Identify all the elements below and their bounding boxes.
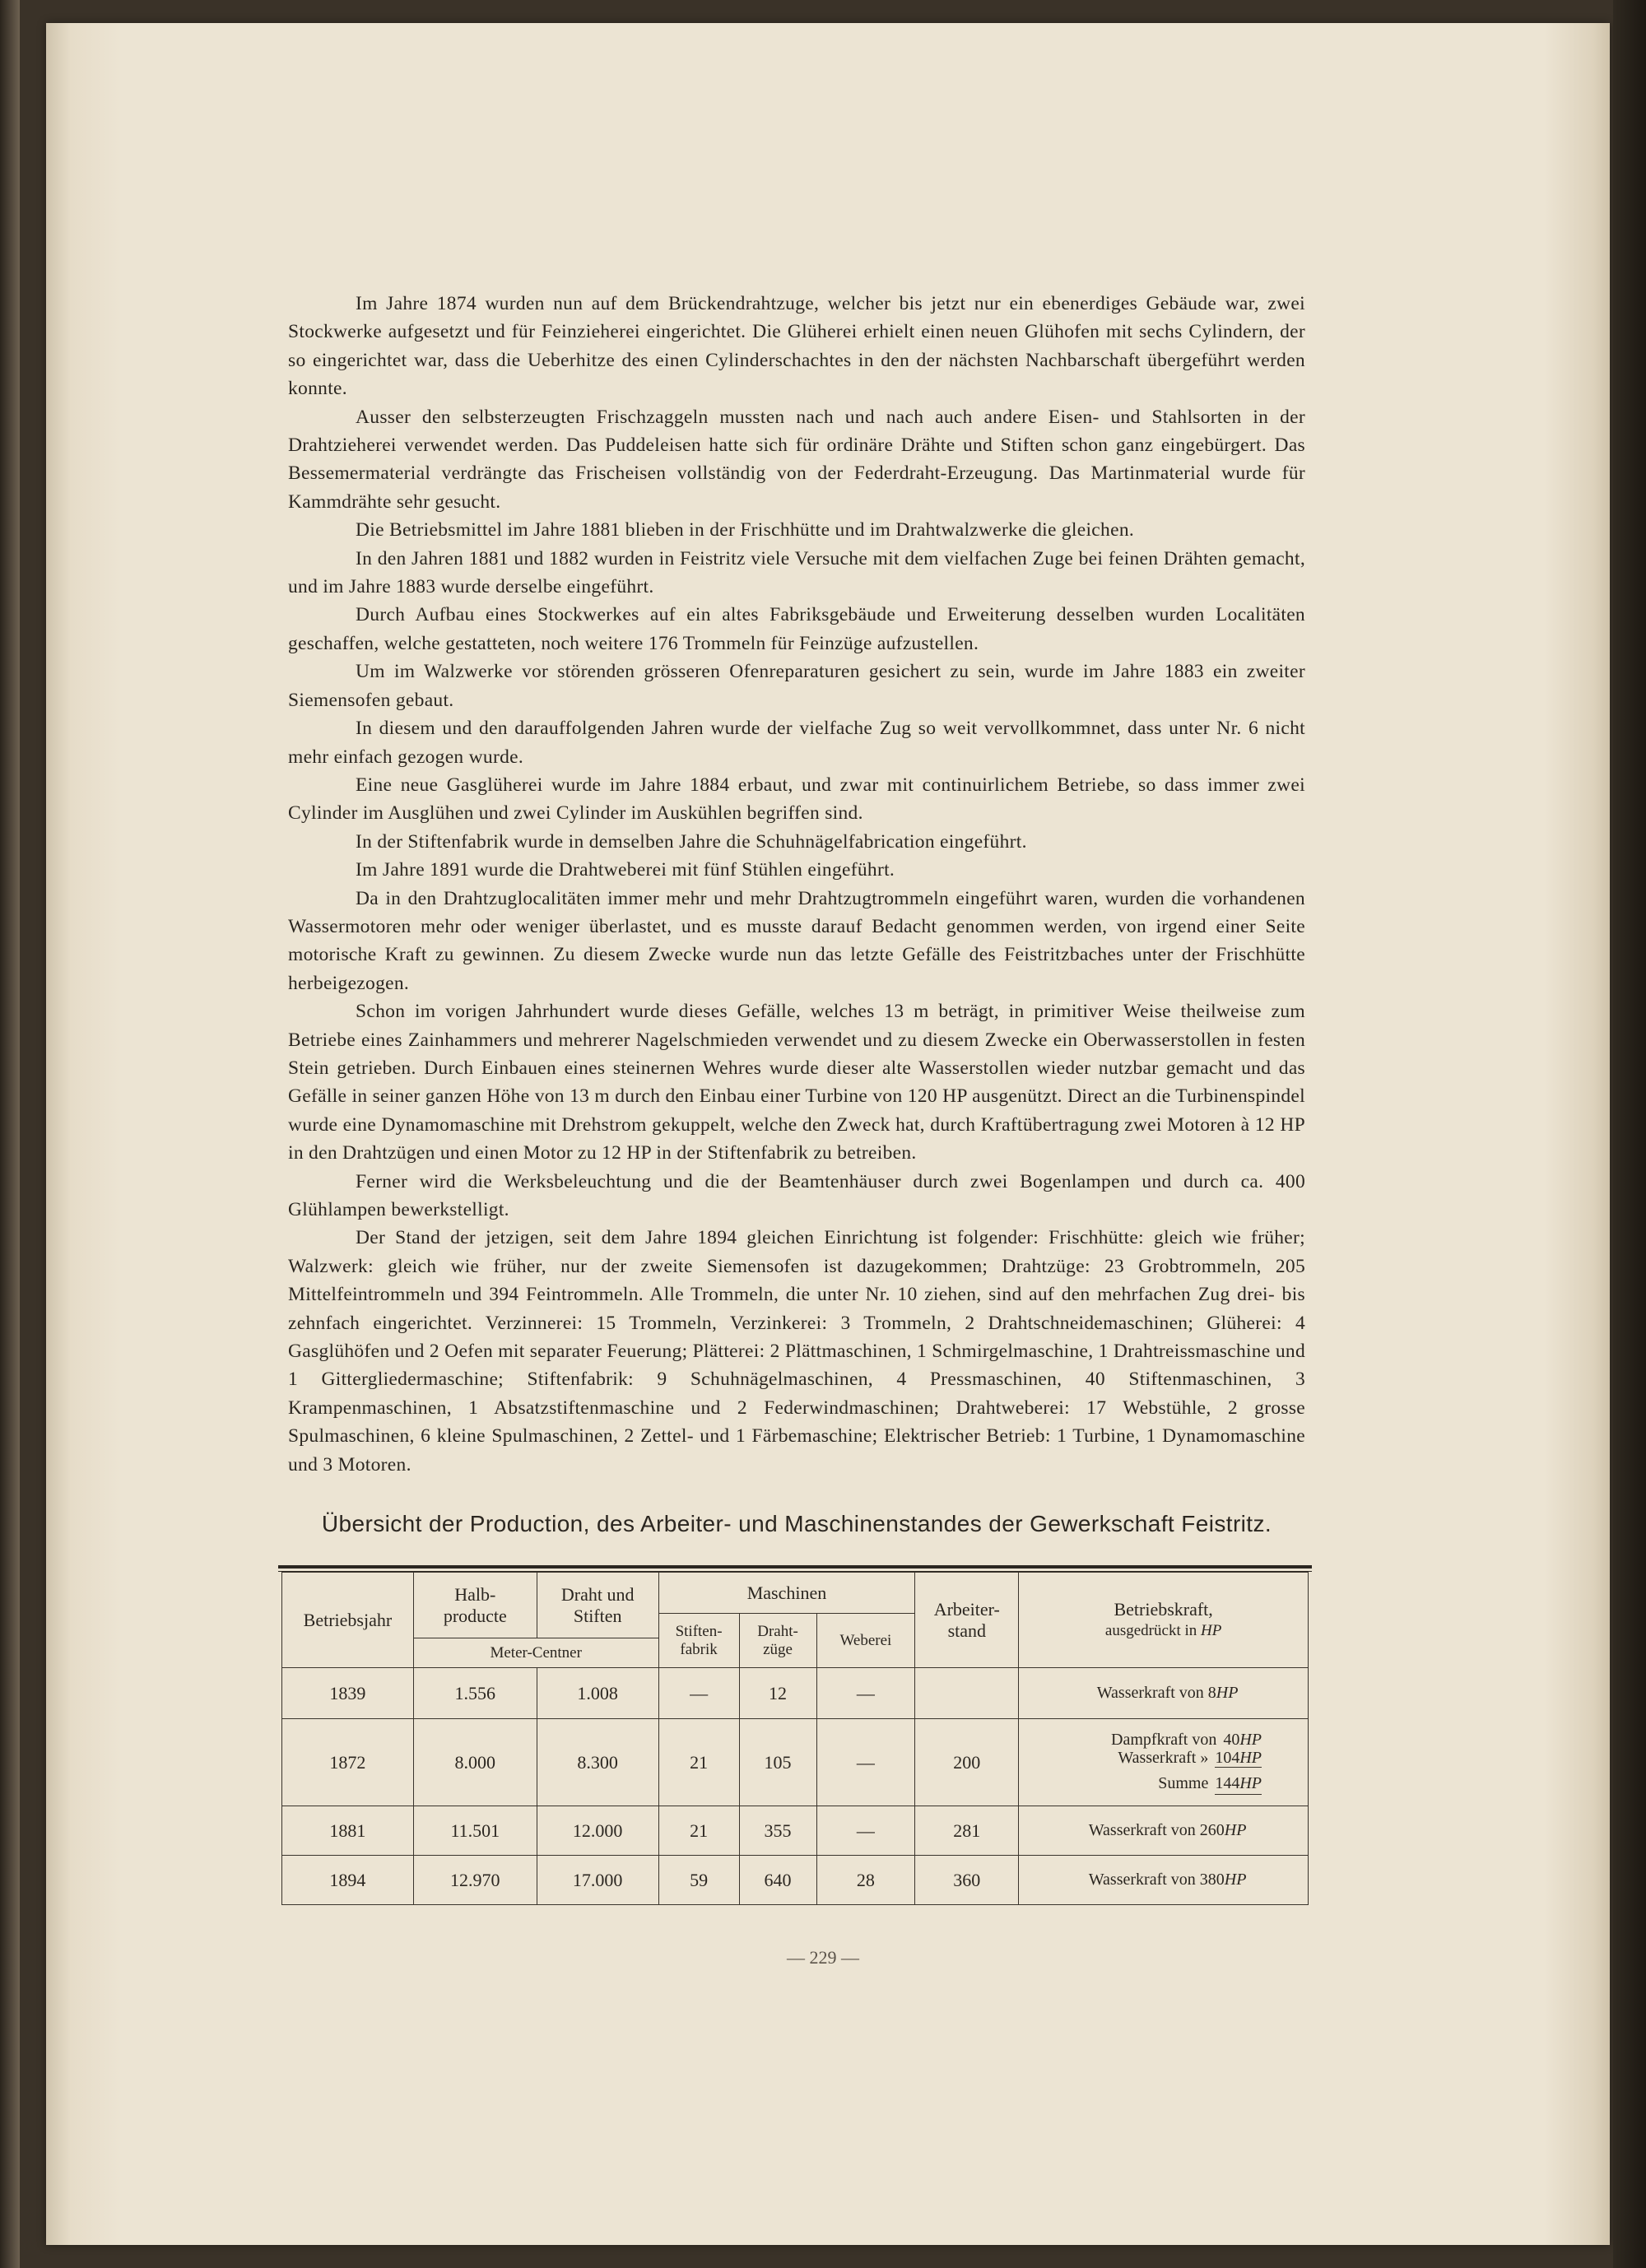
cell-halb: 1.556 — [413, 1668, 537, 1719]
paragraph: Um im Walzwerke vor störenden grösseren Ofenreparaturen gesichert zu sein, wurde im Jahre 1883 ein zweiter Siemensofen gebaut. — [288, 661, 1305, 711]
cell-zuege: 12 — [739, 1668, 816, 1719]
table-row — [282, 1719, 1309, 1806]
kraft-line-dampf: Dampfkraft von 40HP — [1111, 1730, 1262, 1749]
paragraph: Eine neue Gasglüherei wurde im Jahre 1884 erbaut, und zwar mit continuirlichem Betriebe, so dass immer zwei Cylinder im Ausglühen und zwei Cylinder im Auskühlen begriffen sind. — [288, 774, 1305, 825]
cell-weberei: — — [816, 1806, 915, 1856]
cell-stiften: 21 — [658, 1719, 739, 1806]
production-table-wrap — [278, 1565, 1312, 1905]
table-title: Übersicht der Production, des Arbeiter- und Maschinenstandes der Gewerkschaft Feistritz. — [321, 1511, 1272, 1536]
paragraph: Schon im vorigen Jahrhundert wurde dieses Gefälle, welches 13 m beträgt, in primitiver Weise theilweise zum Betriebe eines Zainhammers und mehrerer Nagelschmieden verwendet und zu diesem Zwecke ein Oberwasserstollen in festen Stein getrieben. Durch Einbauen eines steinernen Wehres wurde dieser alte Wasserstollen wieder nutzbar gemacht und das Gefälle in seiner ganzen Höhe von 13 m durch den Einbau einer Turbine von 120 HP ausgenützt. Direct an die Turbinenspindel wurde eine Dynamomaschine mit Drehstrom gekuppelt, welche den Zweck hat, durch Kraftübertragung zwei Motoren à 12 HP in den Drahtzügen und einen Motor zu 12 HP in der Stiftenfabrik zu betreiben. — [288, 1001, 1305, 1164]
cell-weberei: — — [816, 1668, 915, 1719]
header-unit: Meter-Centner — [413, 1638, 658, 1668]
header-maschinen: Maschinen — [658, 1573, 915, 1614]
header-halbproducte: Halb-producte — [413, 1573, 537, 1638]
header-betriebsjahr: Betriebsjahr — [282, 1573, 414, 1668]
cell-arbeiter: 200 — [915, 1719, 1019, 1806]
cell-weberei: 28 — [816, 1856, 915, 1905]
cell-stiften: 59 — [658, 1856, 739, 1905]
cell-arbeiter: 281 — [915, 1806, 1019, 1856]
cell-arbeiter: 360 — [915, 1856, 1019, 1905]
cell-halb: 12.970 — [413, 1856, 537, 1905]
cell-jahr: 1894 — [282, 1856, 414, 1905]
cell-draht: 17.000 — [537, 1856, 658, 1905]
table-top-rule — [278, 1565, 1312, 1569]
header-stiftenfabrik: Stiften-fabrik — [658, 1614, 739, 1668]
cell-weberei: — — [816, 1719, 915, 1806]
paragraph: Im Jahre 1891 wurde die Drahtweberei mit fünf Stühlen eingeführt. — [356, 859, 895, 881]
cell-draht: 8.300 — [537, 1719, 658, 1806]
cell-kraft: Wasserkraft von 8HP — [1019, 1668, 1309, 1719]
table-row — [282, 1856, 1309, 1905]
kraft-line-wasser: Wasserkraft » 104HP — [1118, 1748, 1262, 1767]
production-table — [281, 1572, 1309, 1905]
book-spine-shadow — [0, 0, 20, 2268]
paragraph: In diesem und den darauffolgenden Jahren wurde der vielfache Zug so weit vervollkommnet, dass unter Nr. 6 nicht mehr einfach gezogen wurde. — [288, 718, 1305, 768]
header-arbeiterstand: Arbeiter-stand — [915, 1573, 1019, 1668]
kraft-line-summe: Summe 144HP — [1035, 1773, 1262, 1795]
cell-draht: 12.000 — [537, 1806, 658, 1856]
cell-kraft-breakdown — [1019, 1719, 1309, 1806]
paragraph: Der Stand der jetzigen, seit dem Jahre 1894 gleichen Einrichtung ist folgender: Frischhütte: gleich wie früher; Walzwerk: gleich wie früher, nur der zweite Siemensofen ist dazugekommen; Drahtzüge: 23 Grobtrommeln, 205 Mittelfeintrommeln und 394 Feintrommeln. Alle Trommeln, die unter Nr. 10 ziehen, sind auf den mehrfachen Zug drei- bis zehnfach eingerichtet. Verzinnerei: 15 Trommeln, Verzinkerei: 3 Trommeln, 2 Drahtschneidemaschinen; Glüherei: 4 Gasglühöfen und 2 Oefen mit separater Feuerung; Plätterei: 2 Plättmaschinen, 1 Schmirgelmaschine, 1 Drahtreissmaschine und 1 Gittergliedermaschine; Stiftenfabrik: 9 Schuhnägelmaschinen, 4 Pressmaschinen, 40 Stiftenmaschinen, 3 Krampenmaschinen, 1 Absatzstiftenmaschine und 2 Federwindmaschinen; Drahtweberei: 17 Webstühle, 2 grosse Spulmaschinen, 6 kleine Spulmaschinen, 2 Zettel- und 1 Färbemaschine; Elektrischer Betrieb: 1 Turbine, 1 Dynamomaschine und 3 Motoren. — [288, 1227, 1305, 1476]
paragraph: In der Stiftenfabrik wurde in demselben Jahre die Schuhnägelfabrication eingeführt. — [356, 830, 1027, 853]
cell-jahr: 1881 — [282, 1806, 414, 1856]
paragraph: Die Betriebsmittel im Jahre 1881 blieben in der Frischhütte und im Drahtwalzwerke die gleichen. — [356, 519, 1135, 541]
cell-stiften: — — [658, 1668, 739, 1719]
cell-kraft: Wasserkraft von 380HP — [1019, 1856, 1309, 1905]
paragraph: Durch Aufbau eines Stockwerkes auf ein altes Fabriksgebäude und Erweiterung desselben wurden Localitäten geschaffen, welche gestatteten, noch weitere 176 Trommeln für Feinzüge aufzustellen. — [288, 604, 1305, 654]
cell-stiften: 21 — [658, 1806, 739, 1856]
paragraph: Im Jahre 1874 wurden nun auf dem Brückendrahtzuge, welcher bis jetzt nur ein ebenerdiges Gebäude war, zwei Stockwerke aufgesetzt und für Feinzieherei eingerichtet. Die Glüherei erhielt einen neuen Glühofen mit sechs Cylindern, der so eingerichtet war, dass die Ueberhitze des einen Cylinderschachtes in den der nächsten Nachbarschaft übergeführt werden konnte. — [288, 293, 1305, 400]
betriebskraft-sub: ausgedrückt in HP — [1104, 1621, 1222, 1639]
betriebskraft-label: Betriebskraft, — [1114, 1598, 1213, 1620]
paragraph: Ferner wird die Werksbeleuchtung und die der Beamtenhäuser durch zwei Bogenlampen und durch ca. 400 Glühlampen bewerkstelligt. — [288, 1170, 1305, 1220]
paragraph: Ausser den selbsterzeugten Frischzaggeln mussten nach und nach auch andere Eisen- und Stahlsorten in der Drahtzieherei verwendet werden. Das Puddeleisen hatte sich für ordinäre Drähte und Stiften schon ganz eingebürgert. Das Bessemermaterial verdrängte das Frischeisen vollständig von der Federdraht-Erzeugung. Das Martinmaterial wurde für Kammdrähte sehr gesucht. — [288, 406, 1305, 513]
cell-arbeiter — [915, 1668, 1019, 1719]
header-betriebskraft — [1019, 1573, 1309, 1668]
table-row — [282, 1806, 1309, 1856]
header-weberei: Weberei — [816, 1614, 915, 1668]
cell-kraft: Wasserkraft von 260HP — [1019, 1806, 1309, 1856]
cell-zuege: 105 — [739, 1719, 816, 1806]
paragraph: Da in den Drahtzuglocalitäten immer mehr und mehr Drahtzugtrommeln eingeführt waren, wurden die vorhandenen Wassermotoren mehr oder weniger überlastet, und es musste darauf Bedacht genommen werden, von irgend einer Seite motorische Kraft zu gewinnen. Zu diesem Zwecke wurde nun das letzte Gefälle des Feistritzbaches unter der Frischhütte herbeigezogen. — [288, 887, 1305, 994]
cell-halb: 8.000 — [413, 1719, 537, 1806]
cell-draht: 1.008 — [537, 1668, 658, 1719]
cell-jahr: 1872 — [282, 1719, 414, 1806]
paragraph: In den Jahren 1881 und 1882 wurden in Feistritz viele Versuche mit dem vielfachen Zuge bei feinen Drähten gemacht, und im Jahre 1883 wurde derselbe eingeführt. — [288, 547, 1305, 598]
cell-jahr: 1839 — [282, 1668, 414, 1719]
body-text — [288, 290, 1305, 1479]
cell-halb: 11.501 — [413, 1806, 537, 1856]
cell-zuege: 640 — [739, 1856, 816, 1905]
page-edge-shadow — [1613, 0, 1646, 2268]
page-number: — 229 — — [787, 1947, 859, 1968]
table-row — [282, 1668, 1309, 1719]
header-drahtzuege: Draht-züge — [739, 1614, 816, 1668]
cell-zuege: 355 — [739, 1806, 816, 1856]
header-draht: Draht und Stiften — [537, 1573, 658, 1638]
